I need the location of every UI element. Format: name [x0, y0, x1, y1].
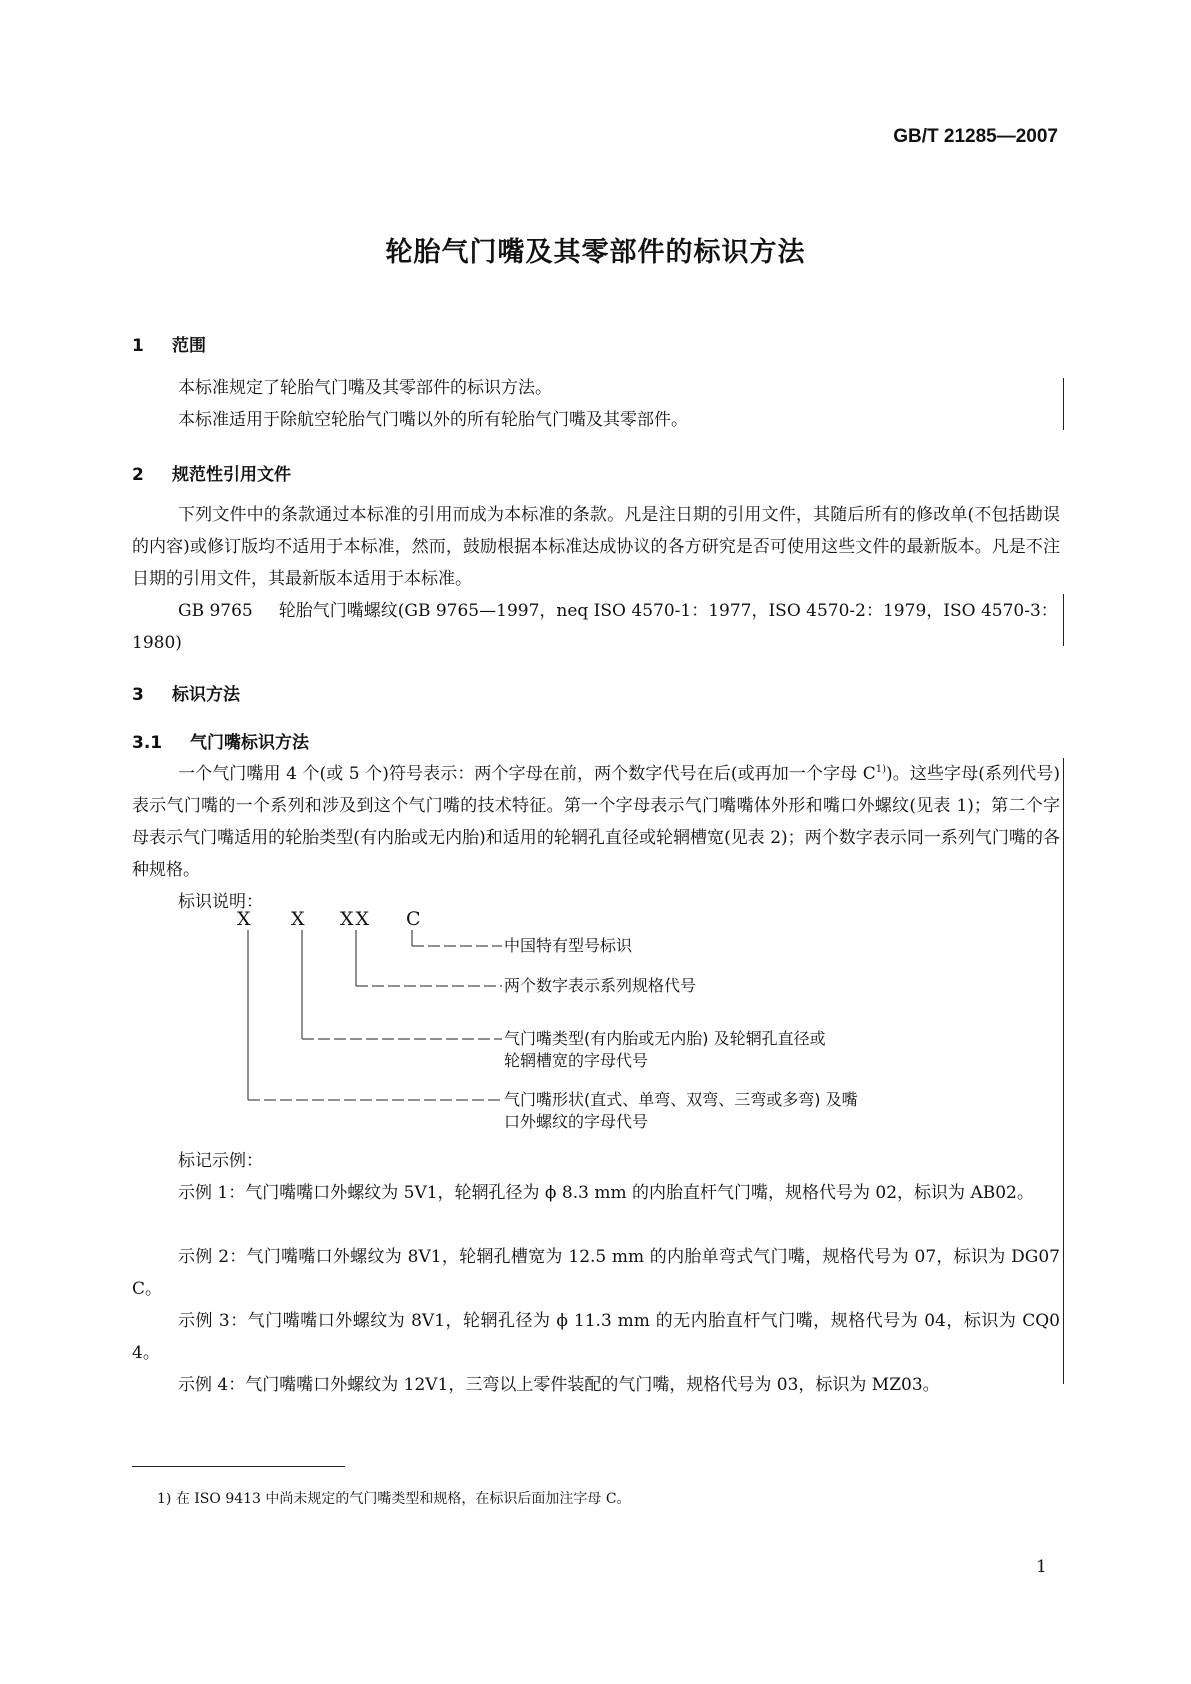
footnote: 1) 在 ISO 9413 中尚未规定的气门嘴类型和规格，在标识后面加注字母 C。: [157, 1491, 631, 1507]
subsection-3-1-heading: [132, 728, 309, 753]
section-1-title: 范围: [172, 336, 206, 356]
section-1-paragraph-2: 本标准适用于除航空轮胎气门嘴以外的所有轮胎气门嘴及其零部件。: [178, 410, 688, 430]
example-3: 示例 3：气门嘴嘴口外螺纹为 8V1，轮辋孔径为 ϕ 11.3 mm 的无内胎直杆气门嘴，规格代号为 04，标识为 CQ04。: [132, 1311, 1060, 1363]
label-two-digits: 两个数字表示系列规格代号: [504, 976, 697, 995]
section-3-number: 3: [132, 685, 144, 705]
subsection-3-1-paragraph: [132, 758, 1060, 886]
section-3-heading: [132, 680, 240, 705]
designation-diagram: [230, 908, 858, 1140]
page-number: 1: [1036, 1557, 1047, 1577]
symbol-second-letter: X: [291, 908, 305, 930]
reference-code: GB 9765: [178, 601, 253, 621]
footnote-rule: [132, 1466, 345, 1467]
subsection-3-1-number: 3.1: [132, 733, 163, 753]
label-first-letter-line-2: 口外螺纹的字母代号: [504, 1112, 649, 1131]
document-title: 轮胎气门嘴及其零部件的标识方法: [385, 237, 806, 268]
section-1-paragraph-1: 本标准规定了轮胎气门嘴及其零部件的标识方法。: [178, 378, 552, 398]
symbol-letter-c: C: [406, 908, 421, 930]
examples-caption: 标记示例：: [178, 1151, 263, 1171]
example-2: 示例 2：气门嘴嘴口外螺纹为 8V1，轮辋孔槽宽为 12.5 mm 的内胎单弯式气门嘴，规格代号为 07，标识为 DG07C。: [132, 1247, 1060, 1299]
footnote-ref-marker: 1): [875, 764, 887, 775]
symbol-first-letter: X: [237, 908, 251, 930]
standard-code: GB/T 21285—2007: [893, 126, 1058, 147]
normative-reference: [132, 595, 1060, 659]
revision-bar: [1063, 378, 1064, 430]
label-second-letter-line-1: 气门嘴类型(有内胎或无内胎) 及轮辋孔直径或: [504, 1029, 826, 1048]
section-2-title: 规范性引用文件: [172, 465, 291, 485]
section-3-title: 标识方法: [172, 685, 240, 705]
section-1-heading: [132, 331, 206, 356]
revision-bar: [1063, 594, 1064, 646]
example-4: 示例 4：气门嘴嘴口外螺纹为 12V1，三弯以上零件装配的气门嘴，规格代号为 03，标识为 MZ03。: [178, 1375, 940, 1395]
section-2-paragraph: 下列文件中的条款通过本标准的引用而成为本标准的条款。凡是注日期的引用文件，其随后所有的修改单(不包括勘误的内容)或修订版均不适用于本标准，然而，鼓励根据本标准达成协议的各方研究是否可使用这些文件的最新版本。凡是不注日期的引用文件，其最新版本适用于本标准。: [132, 505, 1060, 589]
label-first-letter-line-1: 气门嘴形状(直式、单弯、双弯、三弯或多弯) 及嘴: [504, 1090, 858, 1109]
section-2-number: 2: [132, 465, 144, 485]
section-1-number: 1: [132, 336, 144, 356]
reference-text: 轮胎气门嘴螺纹(GB 9765—1997，neq ISO 4570-1：1977，ISO 4570-2：1979，ISO 4570-3：1980): [132, 601, 1058, 653]
paragraph-text-part-1: 一个气门嘴用 4 个(或 5 个)符号表示：两个字母在前，两个数字代号在后(或再加一个字母 C: [178, 764, 876, 784]
revision-bar: [1063, 758, 1064, 1384]
label-chinese-specific: 中国特有型号标识: [504, 936, 633, 955]
section-2-heading: [132, 460, 291, 485]
diagram-caption: 标识说明：: [178, 892, 263, 912]
example-1: 示例 1：气门嘴嘴口外螺纹为 5V1，轮辋孔径为 ϕ 8.3 mm 的内胎直杆气门嘴，规格代号为 02，标识为 AB02。: [178, 1183, 1034, 1203]
subsection-3-1-title: 气门嘴标识方法: [190, 733, 309, 753]
paragraph-text-part-2: )。这些字母(系列代号)表示气门嘴的一个系列和涉及到这个气门嘴的技术特征。第一个字母表示气门嘴嘴体外形和嘴口外螺纹(见表 1)；第二个字母表示气门嘴适用的轮胎类型(有内胎或无内胎)和适用的轮辋孔直径或轮辋槽宽(见表 2)；两个数字表示同一系列气门嘴的各种规格。: [132, 764, 1060, 880]
symbol-two-digits: XX: [340, 908, 372, 930]
label-second-letter-line-2: 轮辋槽宽的字母代号: [504, 1051, 649, 1070]
